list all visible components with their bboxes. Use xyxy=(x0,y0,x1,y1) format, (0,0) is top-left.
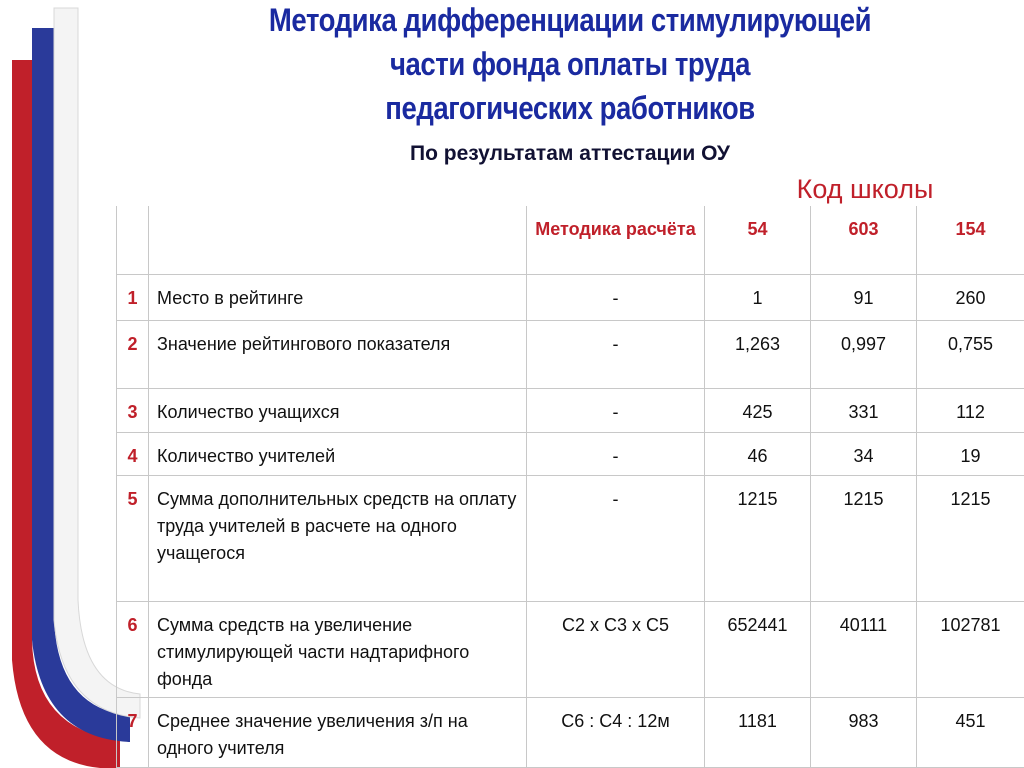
row-value-603: 34 xyxy=(811,432,917,475)
table-row xyxy=(117,388,1024,432)
table-row xyxy=(117,601,1024,697)
title-line-3: педагогических работников xyxy=(385,90,755,126)
page-subtitle: По результатам аттестации ОУ xyxy=(409,142,730,165)
table-row xyxy=(117,475,1024,601)
header-label-cell xyxy=(149,206,527,274)
row-number: 6 xyxy=(117,601,149,697)
table-row xyxy=(117,274,1024,320)
row-value-154: 112 xyxy=(917,388,1024,432)
row-value-603: 91 xyxy=(811,274,917,320)
row-value-54: 1215 xyxy=(705,475,811,601)
row-method: - xyxy=(527,320,705,388)
header-school-154: 154 xyxy=(917,206,1024,274)
row-value-54: 425 xyxy=(705,388,811,432)
title-line-2: части фонда оплаты труда xyxy=(389,46,751,82)
table-header-row xyxy=(117,206,1024,274)
school-code-label: Код школы xyxy=(796,174,934,204)
row-value-54: 1,263 xyxy=(705,320,811,388)
row-label: Количество учащихся xyxy=(149,388,527,432)
row-label: Сумма средств на увеличение стимулирующей части надтарифного фонда xyxy=(149,601,527,697)
header-school-603: 603 xyxy=(811,206,917,274)
header-num-cell xyxy=(117,206,149,274)
table-row xyxy=(117,320,1024,388)
row-method: С6 : С4 : 12м xyxy=(527,697,705,767)
row-label: Среднее значение увеличения з/п на одного учителя xyxy=(149,697,527,767)
table-row xyxy=(117,432,1024,475)
row-method: С2 х С3 х С5 xyxy=(527,601,705,697)
header-method: Методика расчёта xyxy=(527,206,705,274)
row-value-54: 1181 xyxy=(705,697,811,767)
row-number: 7 xyxy=(117,697,149,767)
row-method: - xyxy=(527,388,705,432)
row-method: - xyxy=(527,274,705,320)
row-value-154: 19 xyxy=(917,432,1024,475)
row-label: Значение рейтингового показателя xyxy=(149,320,527,388)
row-number: 3 xyxy=(117,388,149,432)
row-value-154: 1215 xyxy=(917,475,1024,601)
row-method: - xyxy=(527,432,705,475)
row-value-54: 46 xyxy=(705,432,811,475)
page-title xyxy=(209,0,931,130)
row-value-603: 983 xyxy=(811,697,917,767)
rating-table xyxy=(116,206,1024,768)
row-value-603: 1215 xyxy=(811,475,917,601)
row-value-154: 451 xyxy=(917,697,1024,767)
row-label: Место в рейтинге xyxy=(149,274,527,320)
table-row xyxy=(117,697,1024,767)
row-method: - xyxy=(527,475,705,601)
row-value-154: 102781 xyxy=(917,601,1024,697)
row-label: Количество учителей xyxy=(149,432,527,475)
row-value-154: 260 xyxy=(917,274,1024,320)
row-value-603: 40111 xyxy=(811,601,917,697)
title-line-1: Методика дифференциации стимулирующей xyxy=(268,2,872,38)
row-value-54: 1 xyxy=(705,274,811,320)
row-number: 5 xyxy=(117,475,149,601)
row-value-54: 652441 xyxy=(705,601,811,697)
row-number: 2 xyxy=(117,320,149,388)
row-number: 4 xyxy=(117,432,149,475)
row-value-603: 331 xyxy=(811,388,917,432)
row-number: 1 xyxy=(117,274,149,320)
header-school-54: 54 xyxy=(705,206,811,274)
row-value-603: 0,997 xyxy=(811,320,917,388)
row-label: Сумма дополнительных средств на оплату труда учителей в расчете на одного учащегося xyxy=(149,475,527,601)
row-value-154: 0,755 xyxy=(917,320,1024,388)
